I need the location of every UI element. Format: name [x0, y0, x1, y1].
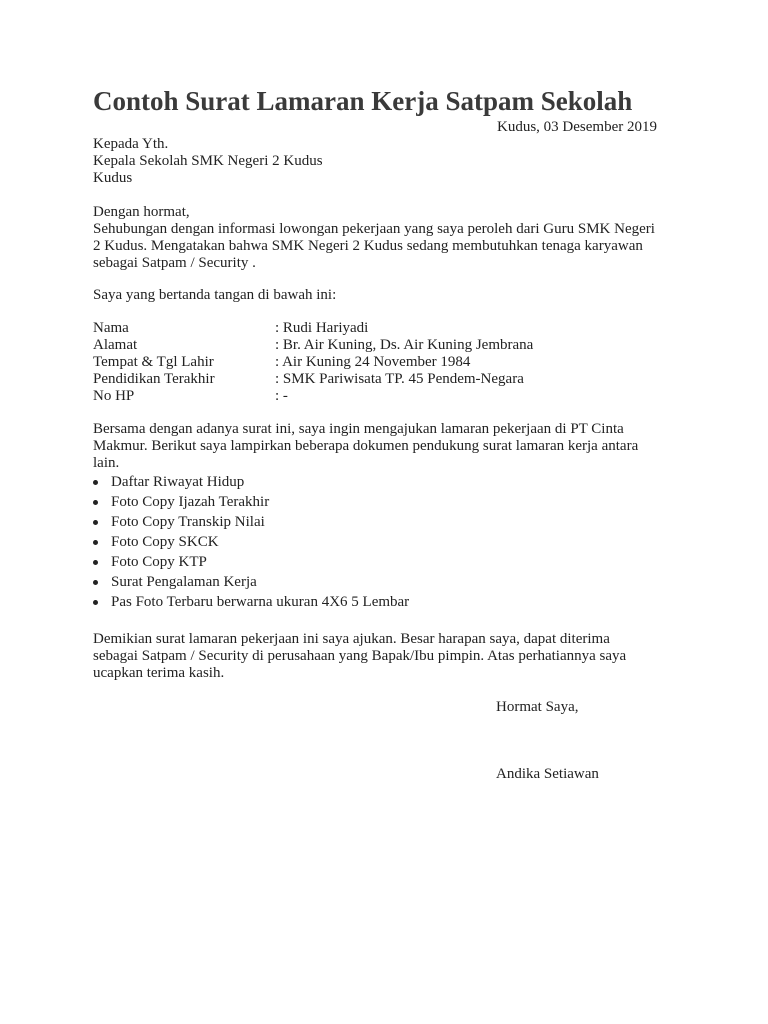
bullet-icon — [93, 600, 98, 605]
attachment-label: Foto Copy KTP — [111, 554, 207, 570]
letter-date: Kudus, 03 Desember 2019 — [497, 119, 657, 135]
closing-line: Demikian surat lamaran pekerjaan ini saya ajukan. Besar harapan saya, dapat diterima — [93, 631, 610, 647]
data-value: : SMK Pariwisata TP. 45 Pendem-Negara — [275, 371, 524, 387]
signatory-name: Andika Setiawan — [496, 766, 599, 782]
bullet-icon — [93, 520, 98, 525]
bullet-icon — [93, 480, 98, 485]
body-line: lain. — [93, 455, 120, 471]
attachment-label: Foto Copy SKCK — [111, 534, 219, 550]
document-title: Contoh Surat Lamaran Kerja Satpam Sekolah — [93, 86, 633, 116]
list-item — [93, 514, 409, 534]
data-label: No HP — [93, 388, 135, 404]
bullet-icon — [93, 560, 98, 565]
data-value: : Rudi Hariyadi — [275, 320, 369, 336]
data-label: Tempat & Tgl Lahir — [93, 354, 214, 370]
body-line: Makmur. Berikut saya lampirkan beberapa dokumen pendukung surat lamaran kerja antara — [93, 438, 639, 454]
data-label: Pendidikan Terakhir — [93, 371, 215, 387]
list-item — [93, 554, 409, 574]
attachment-label: Daftar Riwayat Hidup — [111, 474, 245, 490]
attachment-label: Surat Pengalaman Kerja — [111, 574, 257, 590]
data-label: Nama — [93, 320, 129, 336]
list-item — [93, 494, 409, 514]
bullet-icon — [93, 540, 98, 545]
greeting: Dengan hormat, — [93, 204, 190, 220]
data-label: Alamat — [93, 337, 138, 353]
data-value: : Air Kuning 24 November 1984 — [275, 354, 471, 370]
list-item — [93, 594, 409, 614]
list-item — [93, 474, 409, 494]
recipient-line: Kepada Yth. — [93, 136, 169, 152]
sign-off: Hormat Saya, — [496, 699, 579, 715]
data-value: : Br. Air Kuning, Ds. Air Kuning Jembrana — [275, 337, 534, 353]
attachment-label: Foto Copy Ijazah Terakhir — [111, 494, 270, 510]
intro-line: 2 Kudus. Mengatakan bahwa SMK Negeri 2 Kudus sedang membutuhkan tenaga karyawan — [93, 238, 643, 254]
list-item — [93, 534, 409, 554]
intro-line: Sehubungan dengan informasi lowongan pekerjaan yang saya peroleh dari Guru SMK Negeri — [93, 221, 655, 237]
data-value: : - — [275, 388, 288, 404]
undersigned-statement: Saya yang bertanda tangan di bawah ini: — [93, 287, 337, 303]
intro-line: sebagai Satpam / Security . — [93, 255, 256, 271]
closing-line: sebagai Satpam / Security di perusahaan yang Bapak/Ibu pimpin. Atas perhatiannya saya — [93, 648, 627, 664]
attachment-list — [93, 474, 409, 614]
list-item — [93, 574, 409, 594]
recipient-line: Kudus — [93, 170, 133, 186]
body-line: Bersama dengan adanya surat ini, saya ingin mengajukan lamaran pekerjaan di PT Cinta — [93, 421, 624, 437]
attachment-label: Foto Copy Transkip Nilai — [111, 514, 265, 530]
bullet-icon — [93, 580, 98, 585]
bullet-icon — [93, 500, 98, 505]
attachment-label: Pas Foto Terbaru berwarna ukuran 4X6 5 Lembar — [111, 594, 410, 610]
recipient-line: Kepala Sekolah SMK Negeri 2 Kudus — [93, 153, 323, 169]
closing-line: ucapkan terima kasih. — [93, 665, 225, 681]
